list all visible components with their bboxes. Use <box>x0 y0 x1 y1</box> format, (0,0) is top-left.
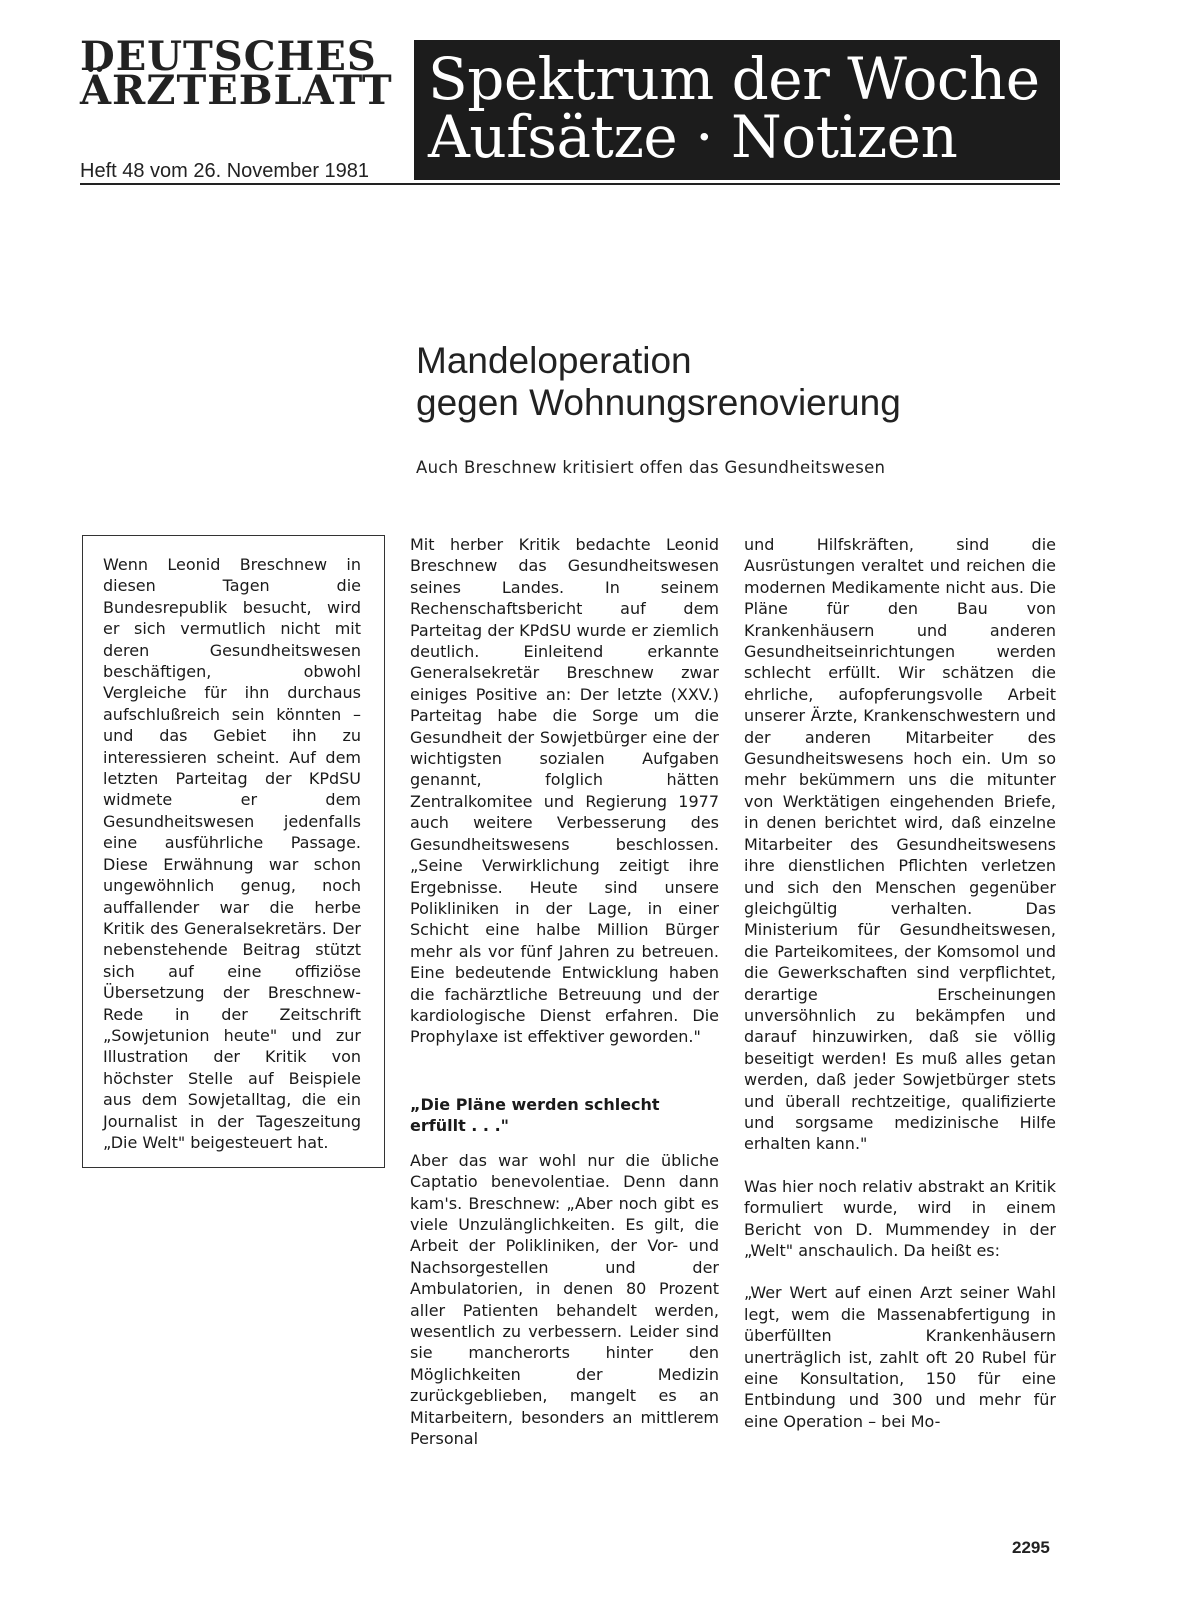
banner-line1: Spektrum der Woche <box>428 45 1040 113</box>
masthead-line1: DEUTSCHES <box>80 33 377 80</box>
col2-subheading: „Die Pläne werden schlecht erfüllt . . ." <box>410 1094 660 1135</box>
page-number: 2295 <box>1012 1538 1050 1557</box>
col2-paragraph-1: Mit herber Kritik bedachte Leonid Breschnew das Gesundheitswesen seines Landes. In seinem Rechenschaftsbericht auf dem Parteitag der KPdSU wurde er ziemlich deutlich. Einleitend erkannte Generalsekretär Breschnew zwar einiges Positive an: Der letzte (XXV.) Parteitag habe die Sorge um die Gesundheit der Sowjetbürger eine der wichtigsten sozialen Aufgaben genannt, folglich hätten Zentralkomitee und Regierung 1977 auch weitere Verbesserung des Gesundheitswesens beschlossen. „Seine Verwirklichung zeitigt ihre Ergebnisse. Heute sind unsere Polikliniken in der Lage, in einer Schicht eine halbe Million Bürger mehr als vor fünf Jahren zu betreuen. Eine bedeutende Entwicklung haben die fachärztliche Betreuung und der kardiologische Dienst erfahren. Die Prophylaxe ist effektiver geworden." <box>410 535 719 1047</box>
intro-box <box>82 535 385 1168</box>
banner-line2: Aufsätze · Notizen <box>428 103 958 171</box>
col2-paragraph-2: Aber das war wohl nur die übliche Captatio benevolentiae. Denn dann kam's. Breschnew: „Aber noch gibt es viele Unzulänglichkeiten. Es gilt, die Arbeit der Polikliniken, der Vor- und Nachsorgestellen und der Ambulatorien, in denen 80 Prozent aller Patienten behandelt werden, wesentlich zu verbessern. Leider sind sie mancherorts hinter den Möglichkeiten der Medizin zurückgeblieben, mangelt es an Mitarbeitern, besonders an mittlerem Personal <box>410 1150 719 1449</box>
article-column-3 <box>744 534 1056 1584</box>
section-banner <box>414 40 1060 180</box>
masthead-rule <box>80 183 1060 185</box>
article-title <box>416 340 901 424</box>
article-title-line2: gegen Wohnungsrenovierung <box>416 382 901 423</box>
intro-box-text: Wenn Leonid Breschnew in diesen Tagen die Bundesrepublik besucht, wird er sich vermutlich nicht mit deren Gesundheitswesen beschäftigen, obwohl Vergleiche für ihn durchaus aufschlußreich sein könnten – und das Gebiet ihn zu interessieren scheint. Auf dem letzten Parteitag der KPdSU widmete er dem Gesundheitswesen jedenfalls eine ausführliche Passage. Diese Erwähnung war schon ungewöhnlich genug, noch auffallender war die herbe Kritik des Generalsekretärs. Der nebenstehende Beitrag stützt sich auf eine offiziöse Übersetzung der Breschnew-Rede in der Zeitschrift „Sowjetunion heute" und zur Illustration der Kritik von höchster Stelle auf Beispiele aus dem Sowjetalltag, die ein Journalist in der Tageszeitung „Die Welt" beigesteuert hat. <box>103 555 361 1152</box>
col3-paragraph-1: und Hilfskräften, sind die Ausrüstungen veraltet und reichen die modernen Medikamente nicht aus. Die Pläne für den Bau von Krankenhäusern und anderen Gesundheitseinrichtungen werden schlecht erfüllt. Wir schätzen die ehrliche, aufopferungsvolle Arbeit unserer Ärzte, Krankenschwestern und der anderen Mitarbeiter des Gesundheitswesens hoch ein. Um so mehr bekümmern uns die mitunter von Werktätigen eingehenden Briefe, in denen berichtet wird, daß einzelne Mitarbeiter des Gesundheitswesens ihre dienstlichen Pflichten verletzen und sich den Menschen gegenüber gleichgültig verhalten. Das Ministerium für Gesundheitswesen, die Parteikomitees, der Komsomol und die Gewerkschaften sind verpflichtet, derartige Erscheinungen unversöhnlich zu bekämpfen und darauf hinzuwirken, daß sie völlig beseitigt werden! Es muß alles getan werden, daß jeder Sowjetbürger stets und überall rechtzeitige, qualifizierte und sorgsame medizinische Hilfe erhalten kann." <box>744 535 1056 1154</box>
article-column-2 <box>410 534 719 1584</box>
article-subtitle: Auch Breschnew kritisiert offen das Gesundheitswesen <box>416 458 886 477</box>
issue-date: Heft 48 vom 26. November 1981 <box>80 160 370 182</box>
col3-paragraph-2: Was hier noch relativ abstrakt an Kritik formuliert wurde, wird in einem Bericht von D. Mummendey in der „Welt" anschaulich. Da heißt es: <box>744 1176 1056 1260</box>
article-title-line1: Mandeloperation <box>416 340 692 381</box>
col3-paragraph-3: „Wer Wert auf einen Arzt seiner Wahl legt, wem die Massenabfertigung in überfüllten Krankenhäusern unerträglich ist, zahlt oft 20 Rubel für eine Konsultation, 150 für eine Entbindung und 300 und mehr für eine Operation – bei Mo- <box>744 1283 1056 1431</box>
masthead-line2: ÄRZTEBLATT <box>80 67 393 114</box>
